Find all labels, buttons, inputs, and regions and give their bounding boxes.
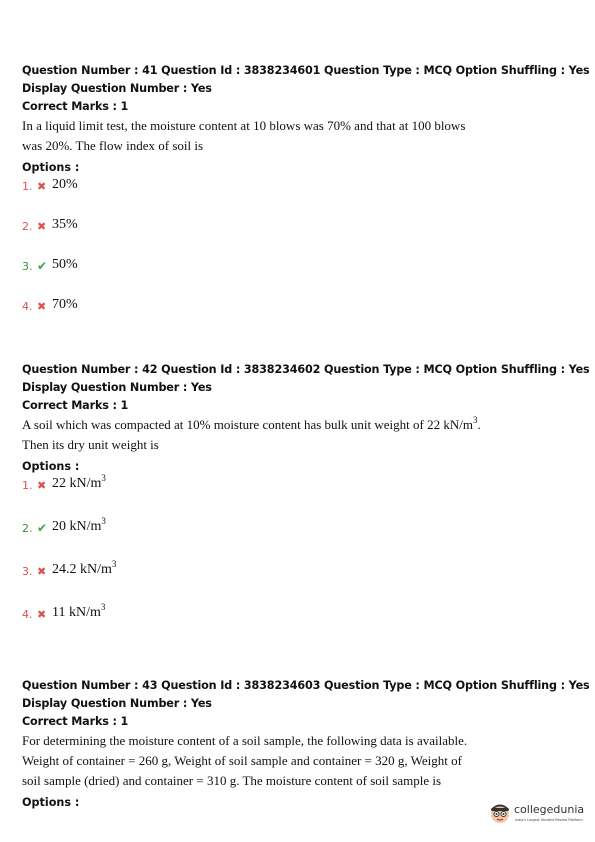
check-icon: ✔ [37, 521, 48, 535]
logo-tagline: India's Largest Student Review Platform [515, 818, 583, 822]
stem-line: A soil which was compacted at 10% moisture content has bulk unit weight of 22 $kN/m^3$. [22, 415, 481, 432]
cross-icon: ✖ [37, 300, 47, 313]
options-label: Options : [22, 460, 80, 473]
option-3[interactable] [22, 257, 582, 297]
cross-icon: ✖ [37, 565, 47, 578]
cross-icon: ✖ [37, 180, 47, 193]
correct-marks: Correct Marks : 1 [22, 399, 129, 412]
stem-line: Weight of container = 260 g, Weight of soil sample and container = 320 g, Weight of [22, 753, 462, 768]
option-4[interactable] [22, 602, 582, 648]
option-number: 4. [22, 608, 33, 621]
stem-line: In a liquid limit test, the moisture content at 10 blows was 70% and that at 100 blows [22, 118, 466, 133]
logo-name: collegedunia [514, 803, 585, 816]
option-4[interactable] [22, 297, 582, 337]
stem-line: Then its dry unit weight is [22, 437, 159, 452]
option-1[interactable] [22, 177, 582, 217]
check-icon: ✔ [37, 259, 48, 273]
stem-line: For determining the moisture content of a soil sample, the following data is available. [22, 733, 468, 748]
display-question-number: Display Question Number : Yes [22, 697, 212, 710]
question-stem [22, 731, 582, 791]
collegedunia-logo [489, 800, 589, 830]
question-stem [22, 116, 582, 156]
stem-line: soil sample (dried) and container = 310 g. The moisture content of soil sample is [22, 773, 442, 788]
option-text: 22 $kN/m^3$ [52, 473, 106, 491]
option-3[interactable] [22, 559, 582, 605]
option-number: 1. [22, 479, 33, 492]
cross-icon: ✖ [37, 220, 47, 233]
question-header: Question Number : 41 Question Id : 3838234601 Question Type : MCQ Option Shuffling : Yes [22, 64, 590, 77]
option-number: 2. [22, 522, 33, 535]
question-header: Question Number : 42 Question Id : 3838234602 Question Type : MCQ Option Shuffling : Yes [22, 363, 590, 376]
option-text: 50% [52, 257, 78, 272]
stem-line: was 20%. The flow index of soil is [22, 138, 204, 153]
cross-icon: ✖ [37, 608, 47, 621]
option-number: 3. [22, 260, 33, 273]
option-number: 1. [22, 180, 33, 193]
option-1[interactable] [22, 473, 582, 519]
option-text: 70% [52, 297, 78, 312]
cross-icon: ✖ [37, 479, 47, 492]
option-2[interactable] [22, 217, 582, 257]
option-text: 11 $kN/m^3$ [52, 602, 106, 620]
option-number: 2. [22, 220, 33, 233]
option-text: 24.2 $kN/m^3$ [52, 559, 117, 577]
question-43 [22, 677, 590, 812]
option-text: 20 $kN/m^3$ [52, 516, 106, 534]
question-header: Question Number : 43 Question Id : 3838234603 Question Type : MCQ Option Shuffling : Yes [22, 679, 590, 692]
display-question-number: Display Question Number : Yes [22, 82, 212, 95]
question-42 [22, 361, 590, 648]
option-text: 35% [52, 217, 78, 232]
question-41 [22, 62, 590, 337]
option-number: 3. [22, 565, 33, 578]
correct-marks: Correct Marks : 1 [22, 100, 129, 113]
question-stem [22, 415, 582, 455]
option-number: 4. [22, 300, 33, 313]
correct-marks: Correct Marks : 1 [22, 715, 129, 728]
option-text: 20% [52, 177, 78, 192]
display-question-number: Display Question Number : Yes [22, 381, 212, 394]
options-label: Options : [22, 161, 80, 174]
mascot-icon [489, 802, 511, 824]
option-2[interactable] [22, 516, 582, 562]
options-label: Options : [22, 796, 80, 809]
